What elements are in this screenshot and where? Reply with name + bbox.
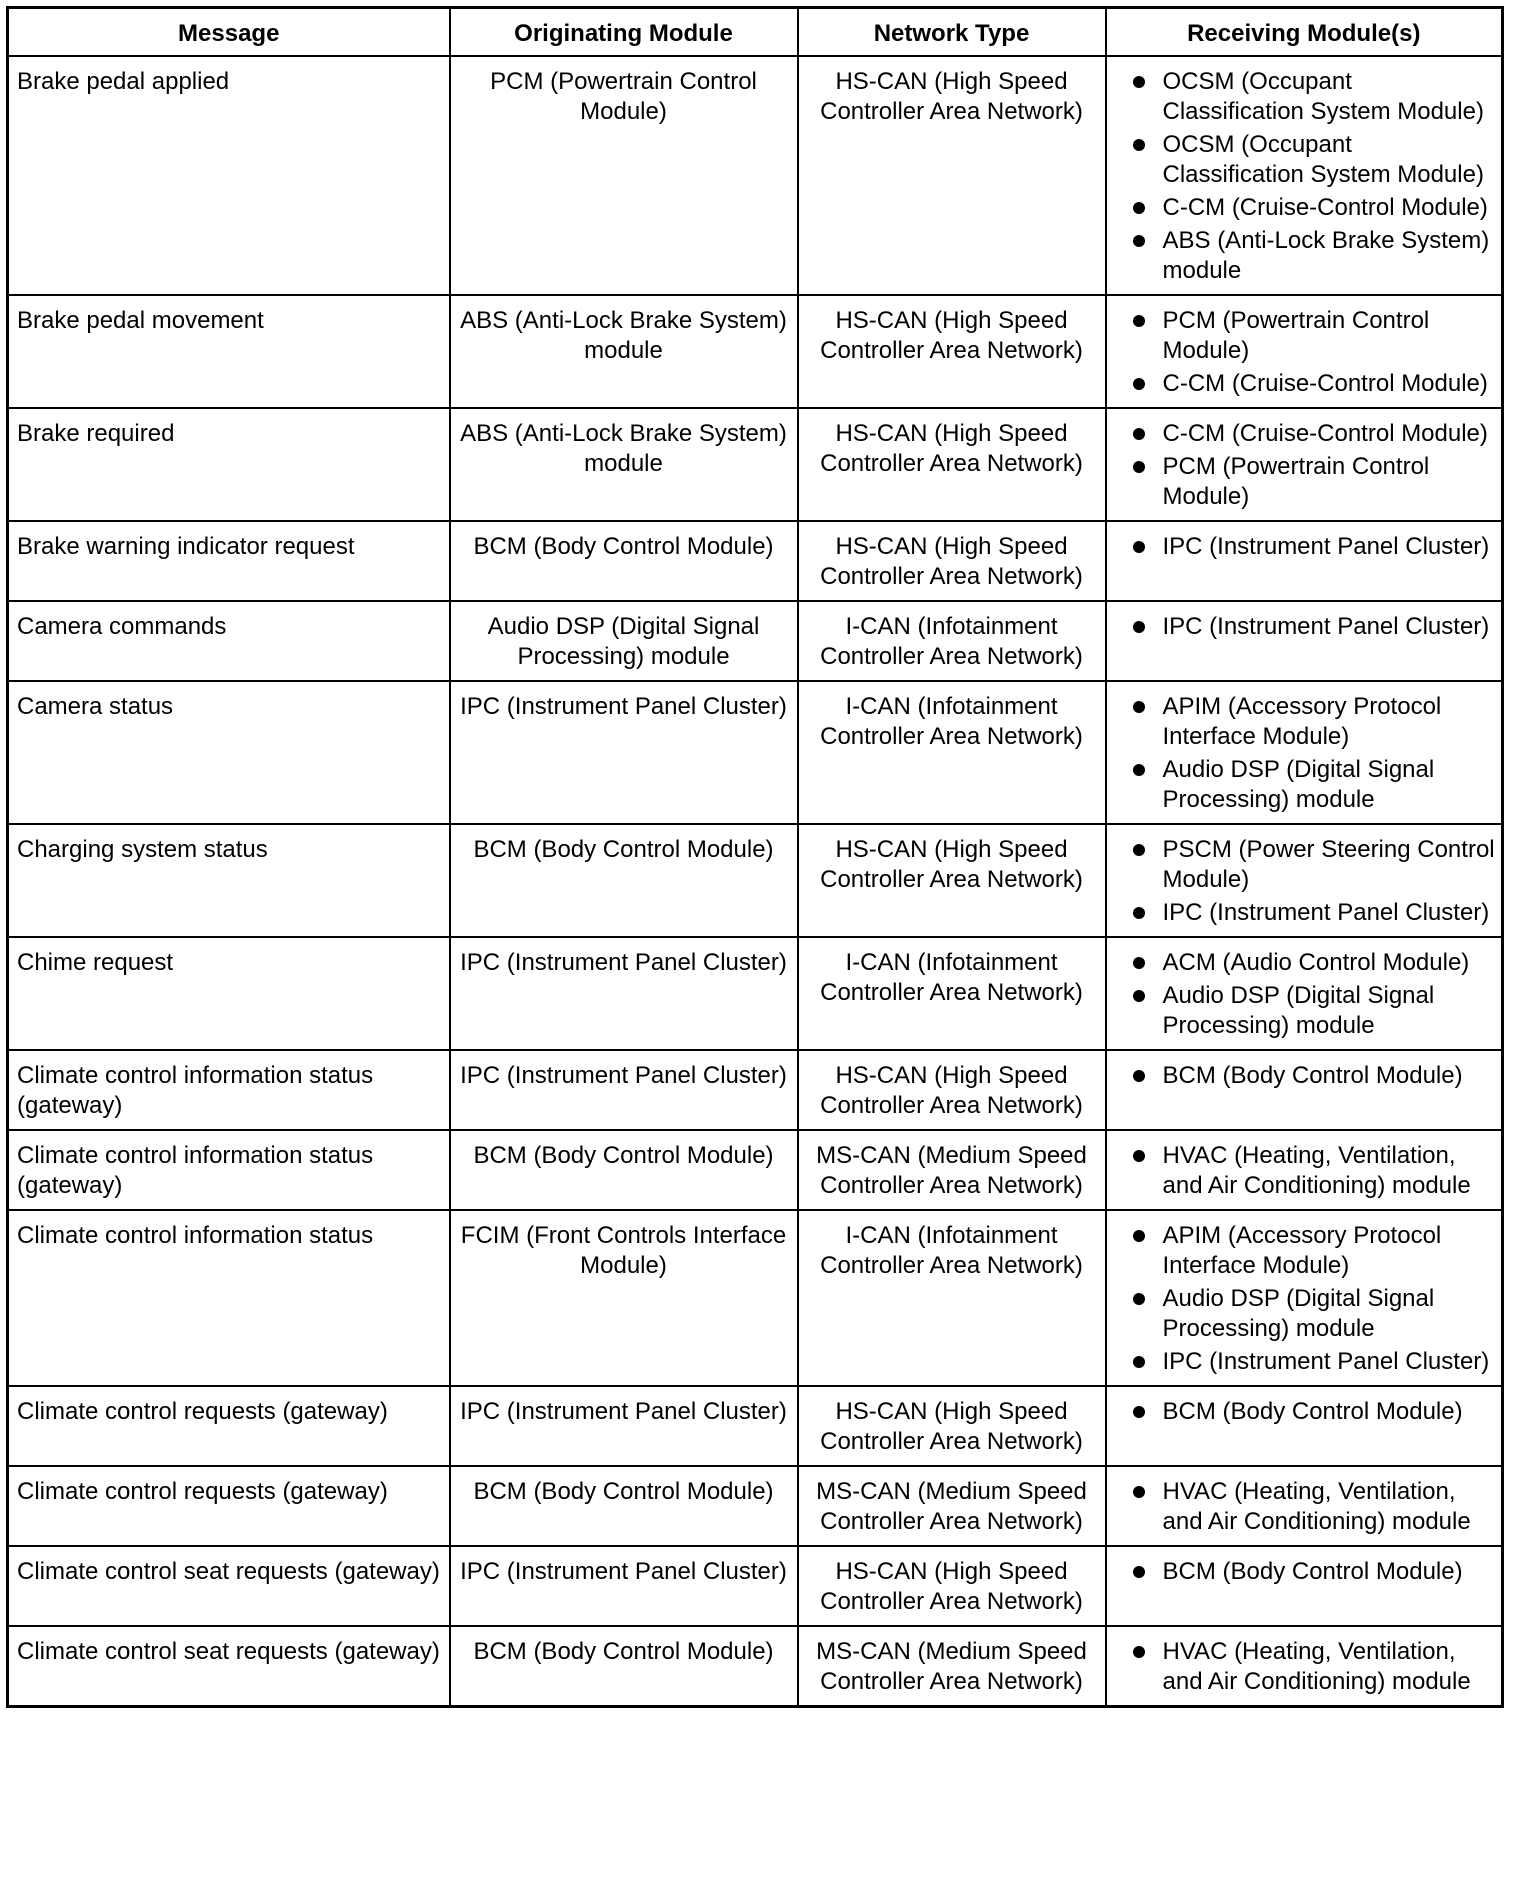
bullet-icon	[1133, 1293, 1145, 1305]
list-item	[1125, 981, 1496, 1041]
network-type-cell: HS-CAN (High Speed Controller Area Network)	[798, 1050, 1106, 1130]
list-item	[1125, 1061, 1496, 1091]
receiving-modules-cell	[1106, 1386, 1503, 1466]
list-item	[1125, 948, 1496, 978]
table-row	[8, 937, 1503, 1050]
table-row	[8, 601, 1503, 681]
receiving-module-list	[1125, 1397, 1496, 1427]
list-item	[1125, 1221, 1496, 1281]
bullet-icon	[1133, 1646, 1145, 1658]
table-row	[8, 1210, 1503, 1386]
bullet-icon	[1133, 1356, 1145, 1368]
bullet-icon	[1133, 1070, 1145, 1082]
receiving-module-text: C-CM (Cruise-Control Module)	[1162, 370, 1488, 397]
bullet-icon	[1133, 907, 1145, 919]
receiving-module-list	[1125, 1477, 1496, 1537]
receiving-module-text: IPC (Instrument Panel Cluster)	[1162, 613, 1490, 640]
originating-module-cell: BCM (Body Control Module)	[450, 1466, 798, 1546]
receiving-module-text: IPC (Instrument Panel Cluster)	[1162, 1348, 1490, 1375]
receiving-module-text: PSCM (Power Steering Control Module)	[1162, 836, 1495, 893]
network-type-cell: I-CAN (Infotainment Controller Area Network)	[798, 1210, 1106, 1386]
list-item	[1125, 130, 1496, 190]
bullet-icon	[1133, 235, 1145, 247]
originating-module-cell: ABS (Anti-Lock Brake System) module	[450, 295, 798, 408]
receiving-module-text: IPC (Instrument Panel Cluster)	[1162, 533, 1490, 560]
receiving-modules-cell	[1106, 1130, 1503, 1210]
list-item	[1125, 452, 1496, 512]
originating-module-cell: IPC (Instrument Panel Cluster)	[450, 1050, 798, 1130]
table-row	[8, 1466, 1503, 1546]
list-item	[1125, 306, 1496, 366]
table-row	[8, 1626, 1503, 1707]
receiving-module-text: C-CM (Cruise-Control Module)	[1162, 194, 1488, 221]
network-type-cell: HS-CAN (High Speed Controller Area Network)	[798, 824, 1106, 937]
header-message: Message	[8, 8, 450, 57]
receiving-module-text: OCSM (Occupant Classification System Module)	[1162, 68, 1484, 125]
receiving-module-text: IPC (Instrument Panel Cluster)	[1162, 899, 1490, 926]
bullet-icon	[1133, 701, 1145, 713]
originating-module-cell: IPC (Instrument Panel Cluster)	[450, 937, 798, 1050]
receiving-module-text: HVAC (Heating, Ventilation, and Air Conditioning) module	[1162, 1478, 1471, 1535]
receiving-module-list	[1125, 1637, 1496, 1697]
bullet-icon	[1133, 378, 1145, 390]
message-cell: Camera status	[8, 681, 450, 824]
receiving-module-text: HVAC (Heating, Ventilation, and Air Conditioning) module	[1162, 1638, 1471, 1695]
receiving-module-list	[1125, 948, 1496, 1041]
receiving-module-list	[1125, 835, 1496, 928]
network-type-cell: I-CAN (Infotainment Controller Area Network)	[798, 681, 1106, 824]
network-type-cell: HS-CAN (High Speed Controller Area Network)	[798, 521, 1106, 601]
network-type-cell: HS-CAN (High Speed Controller Area Network)	[798, 1386, 1106, 1466]
list-item	[1125, 193, 1496, 223]
receiving-module-list	[1125, 1557, 1496, 1587]
list-item	[1125, 898, 1496, 928]
message-cell: Brake warning indicator request	[8, 521, 450, 601]
receiving-module-list	[1125, 532, 1496, 562]
receiving-modules-cell	[1106, 56, 1503, 295]
list-item	[1125, 226, 1496, 286]
bullet-icon	[1133, 1566, 1145, 1578]
header-row	[8, 8, 1503, 57]
list-item	[1125, 1557, 1496, 1587]
message-cell: Chime request	[8, 937, 450, 1050]
network-type-cell: HS-CAN (High Speed Controller Area Network)	[798, 295, 1106, 408]
list-item	[1125, 1284, 1496, 1344]
receiving-modules-cell	[1106, 1626, 1503, 1707]
network-type-cell: I-CAN (Infotainment Controller Area Network)	[798, 601, 1106, 681]
message-cell: Climate control information status	[8, 1210, 450, 1386]
list-item	[1125, 755, 1496, 815]
bullet-icon	[1133, 844, 1145, 856]
receiving-module-text: BCM (Body Control Module)	[1162, 1558, 1463, 1585]
receiving-module-list	[1125, 67, 1496, 286]
message-table	[6, 6, 1504, 1708]
table-row	[8, 681, 1503, 824]
originating-module-cell: IPC (Instrument Panel Cluster)	[450, 1546, 798, 1626]
receiving-module-text: PCM (Powertrain Control Module)	[1162, 307, 1430, 364]
receiving-modules-cell	[1106, 824, 1503, 937]
originating-module-cell: Audio DSP (Digital Signal Processing) module	[450, 601, 798, 681]
receiving-module-list	[1125, 1061, 1496, 1091]
originating-module-cell: PCM (Powertrain Control Module)	[450, 56, 798, 295]
message-cell: Climate control seat requests (gateway)	[8, 1626, 450, 1707]
message-cell: Brake pedal movement	[8, 295, 450, 408]
receiving-module-text: Audio DSP (Digital Signal Processing) module	[1162, 756, 1435, 813]
receiving-modules-cell	[1106, 937, 1503, 1050]
receiving-modules-cell	[1106, 408, 1503, 521]
network-type-cell: MS-CAN (Medium Speed Controller Area Network)	[798, 1626, 1106, 1707]
table-body	[8, 56, 1503, 1707]
receiving-modules-cell	[1106, 681, 1503, 824]
receiving-module-text: ABS (Anti-Lock Brake System) module	[1162, 227, 1490, 284]
receiving-module-text: APIM (Accessory Protocol Interface Module)	[1162, 693, 1442, 750]
bullet-icon	[1133, 990, 1145, 1002]
network-type-cell: I-CAN (Infotainment Controller Area Network)	[798, 937, 1106, 1050]
receiving-module-text: BCM (Body Control Module)	[1162, 1398, 1463, 1425]
receiving-module-list	[1125, 1221, 1496, 1377]
message-cell: Brake pedal applied	[8, 56, 450, 295]
list-item	[1125, 67, 1496, 127]
table-row	[8, 824, 1503, 937]
table-row	[8, 295, 1503, 408]
receiving-modules-cell	[1106, 1466, 1503, 1546]
message-cell: Charging system status	[8, 824, 450, 937]
receiving-modules-cell	[1106, 295, 1503, 408]
bullet-icon	[1133, 315, 1145, 327]
header-originating-module: Originating Module	[450, 8, 798, 57]
bullet-icon	[1133, 1406, 1145, 1418]
receiving-modules-cell	[1106, 521, 1503, 601]
table-row	[8, 521, 1503, 601]
message-cell: Climate control information status (gateway)	[8, 1050, 450, 1130]
receiving-module-list	[1125, 306, 1496, 399]
originating-module-cell: IPC (Instrument Panel Cluster)	[450, 1386, 798, 1466]
receiving-module-text: OCSM (Occupant Classification System Module)	[1162, 131, 1484, 188]
bullet-icon	[1133, 764, 1145, 776]
bullet-icon	[1133, 1486, 1145, 1498]
list-item	[1125, 612, 1496, 642]
originating-module-cell: BCM (Body Control Module)	[450, 824, 798, 937]
receiving-modules-cell	[1106, 1050, 1503, 1130]
list-item	[1125, 1637, 1496, 1697]
network-type-cell: MS-CAN (Medium Speed Controller Area Network)	[798, 1130, 1106, 1210]
table-row	[8, 1130, 1503, 1210]
receiving-module-text: APIM (Accessory Protocol Interface Module)	[1162, 1222, 1442, 1279]
list-item	[1125, 835, 1496, 895]
list-item	[1125, 1477, 1496, 1537]
list-item	[1125, 692, 1496, 752]
table-row	[8, 1050, 1503, 1130]
bullet-icon	[1133, 76, 1145, 88]
list-item	[1125, 369, 1496, 399]
bullet-icon	[1133, 202, 1145, 214]
bullet-icon	[1133, 621, 1145, 633]
receiving-modules-cell	[1106, 601, 1503, 681]
message-cell: Brake required	[8, 408, 450, 521]
receiving-module-list	[1125, 692, 1496, 815]
message-cell: Climate control information status (gateway)	[8, 1130, 450, 1210]
list-item	[1125, 1347, 1496, 1377]
receiving-modules-cell	[1106, 1210, 1503, 1386]
list-item	[1125, 1397, 1496, 1427]
receiving-module-text: Audio DSP (Digital Signal Processing) module	[1162, 982, 1435, 1039]
originating-module-cell: BCM (Body Control Module)	[450, 521, 798, 601]
bullet-icon	[1133, 461, 1145, 473]
receiving-module-text: ACM (Audio Control Module)	[1162, 949, 1470, 976]
bullet-icon	[1133, 428, 1145, 440]
table-row	[8, 408, 1503, 521]
list-item	[1125, 1141, 1496, 1201]
message-cell: Climate control seat requests (gateway)	[8, 1546, 450, 1626]
list-item	[1125, 419, 1496, 449]
network-type-cell: HS-CAN (High Speed Controller Area Network)	[798, 56, 1106, 295]
network-type-cell: HS-CAN (High Speed Controller Area Network)	[798, 408, 1106, 521]
receiving-module-list	[1125, 612, 1496, 642]
receiving-modules-cell	[1106, 1546, 1503, 1626]
bullet-icon	[1133, 1230, 1145, 1242]
originating-module-cell: FCIM (Front Controls Interface Module)	[450, 1210, 798, 1386]
table-row	[8, 1546, 1503, 1626]
message-cell: Climate control requests (gateway)	[8, 1466, 450, 1546]
bullet-icon	[1133, 1150, 1145, 1162]
network-type-cell: MS-CAN (Medium Speed Controller Area Network)	[798, 1466, 1106, 1546]
receiving-module-text: Audio DSP (Digital Signal Processing) module	[1162, 1285, 1435, 1342]
network-type-cell: HS-CAN (High Speed Controller Area Network)	[798, 1546, 1106, 1626]
originating-module-cell: ABS (Anti-Lock Brake System) module	[450, 408, 798, 521]
receiving-module-text: PCM (Powertrain Control Module)	[1162, 453, 1430, 510]
receiving-module-text: HVAC (Heating, Ventilation, and Air Conditioning) module	[1162, 1142, 1471, 1199]
list-item	[1125, 532, 1496, 562]
receiving-module-list	[1125, 1141, 1496, 1201]
message-cell: Climate control requests (gateway)	[8, 1386, 450, 1466]
receiving-module-list	[1125, 419, 1496, 512]
table-row	[8, 56, 1503, 295]
message-cell: Camera commands	[8, 601, 450, 681]
bullet-icon	[1133, 541, 1145, 553]
table-row	[8, 1386, 1503, 1466]
originating-module-cell: IPC (Instrument Panel Cluster)	[450, 681, 798, 824]
bullet-icon	[1133, 957, 1145, 969]
originating-module-cell: BCM (Body Control Module)	[450, 1130, 798, 1210]
originating-module-cell: BCM (Body Control Module)	[450, 1626, 798, 1707]
receiving-module-text: C-CM (Cruise-Control Module)	[1162, 420, 1488, 447]
header-receiving-modules: Receiving Module(s)	[1106, 8, 1503, 57]
bullet-icon	[1133, 139, 1145, 151]
header-network-type: Network Type	[798, 8, 1106, 57]
receiving-module-text: BCM (Body Control Module)	[1162, 1062, 1463, 1089]
